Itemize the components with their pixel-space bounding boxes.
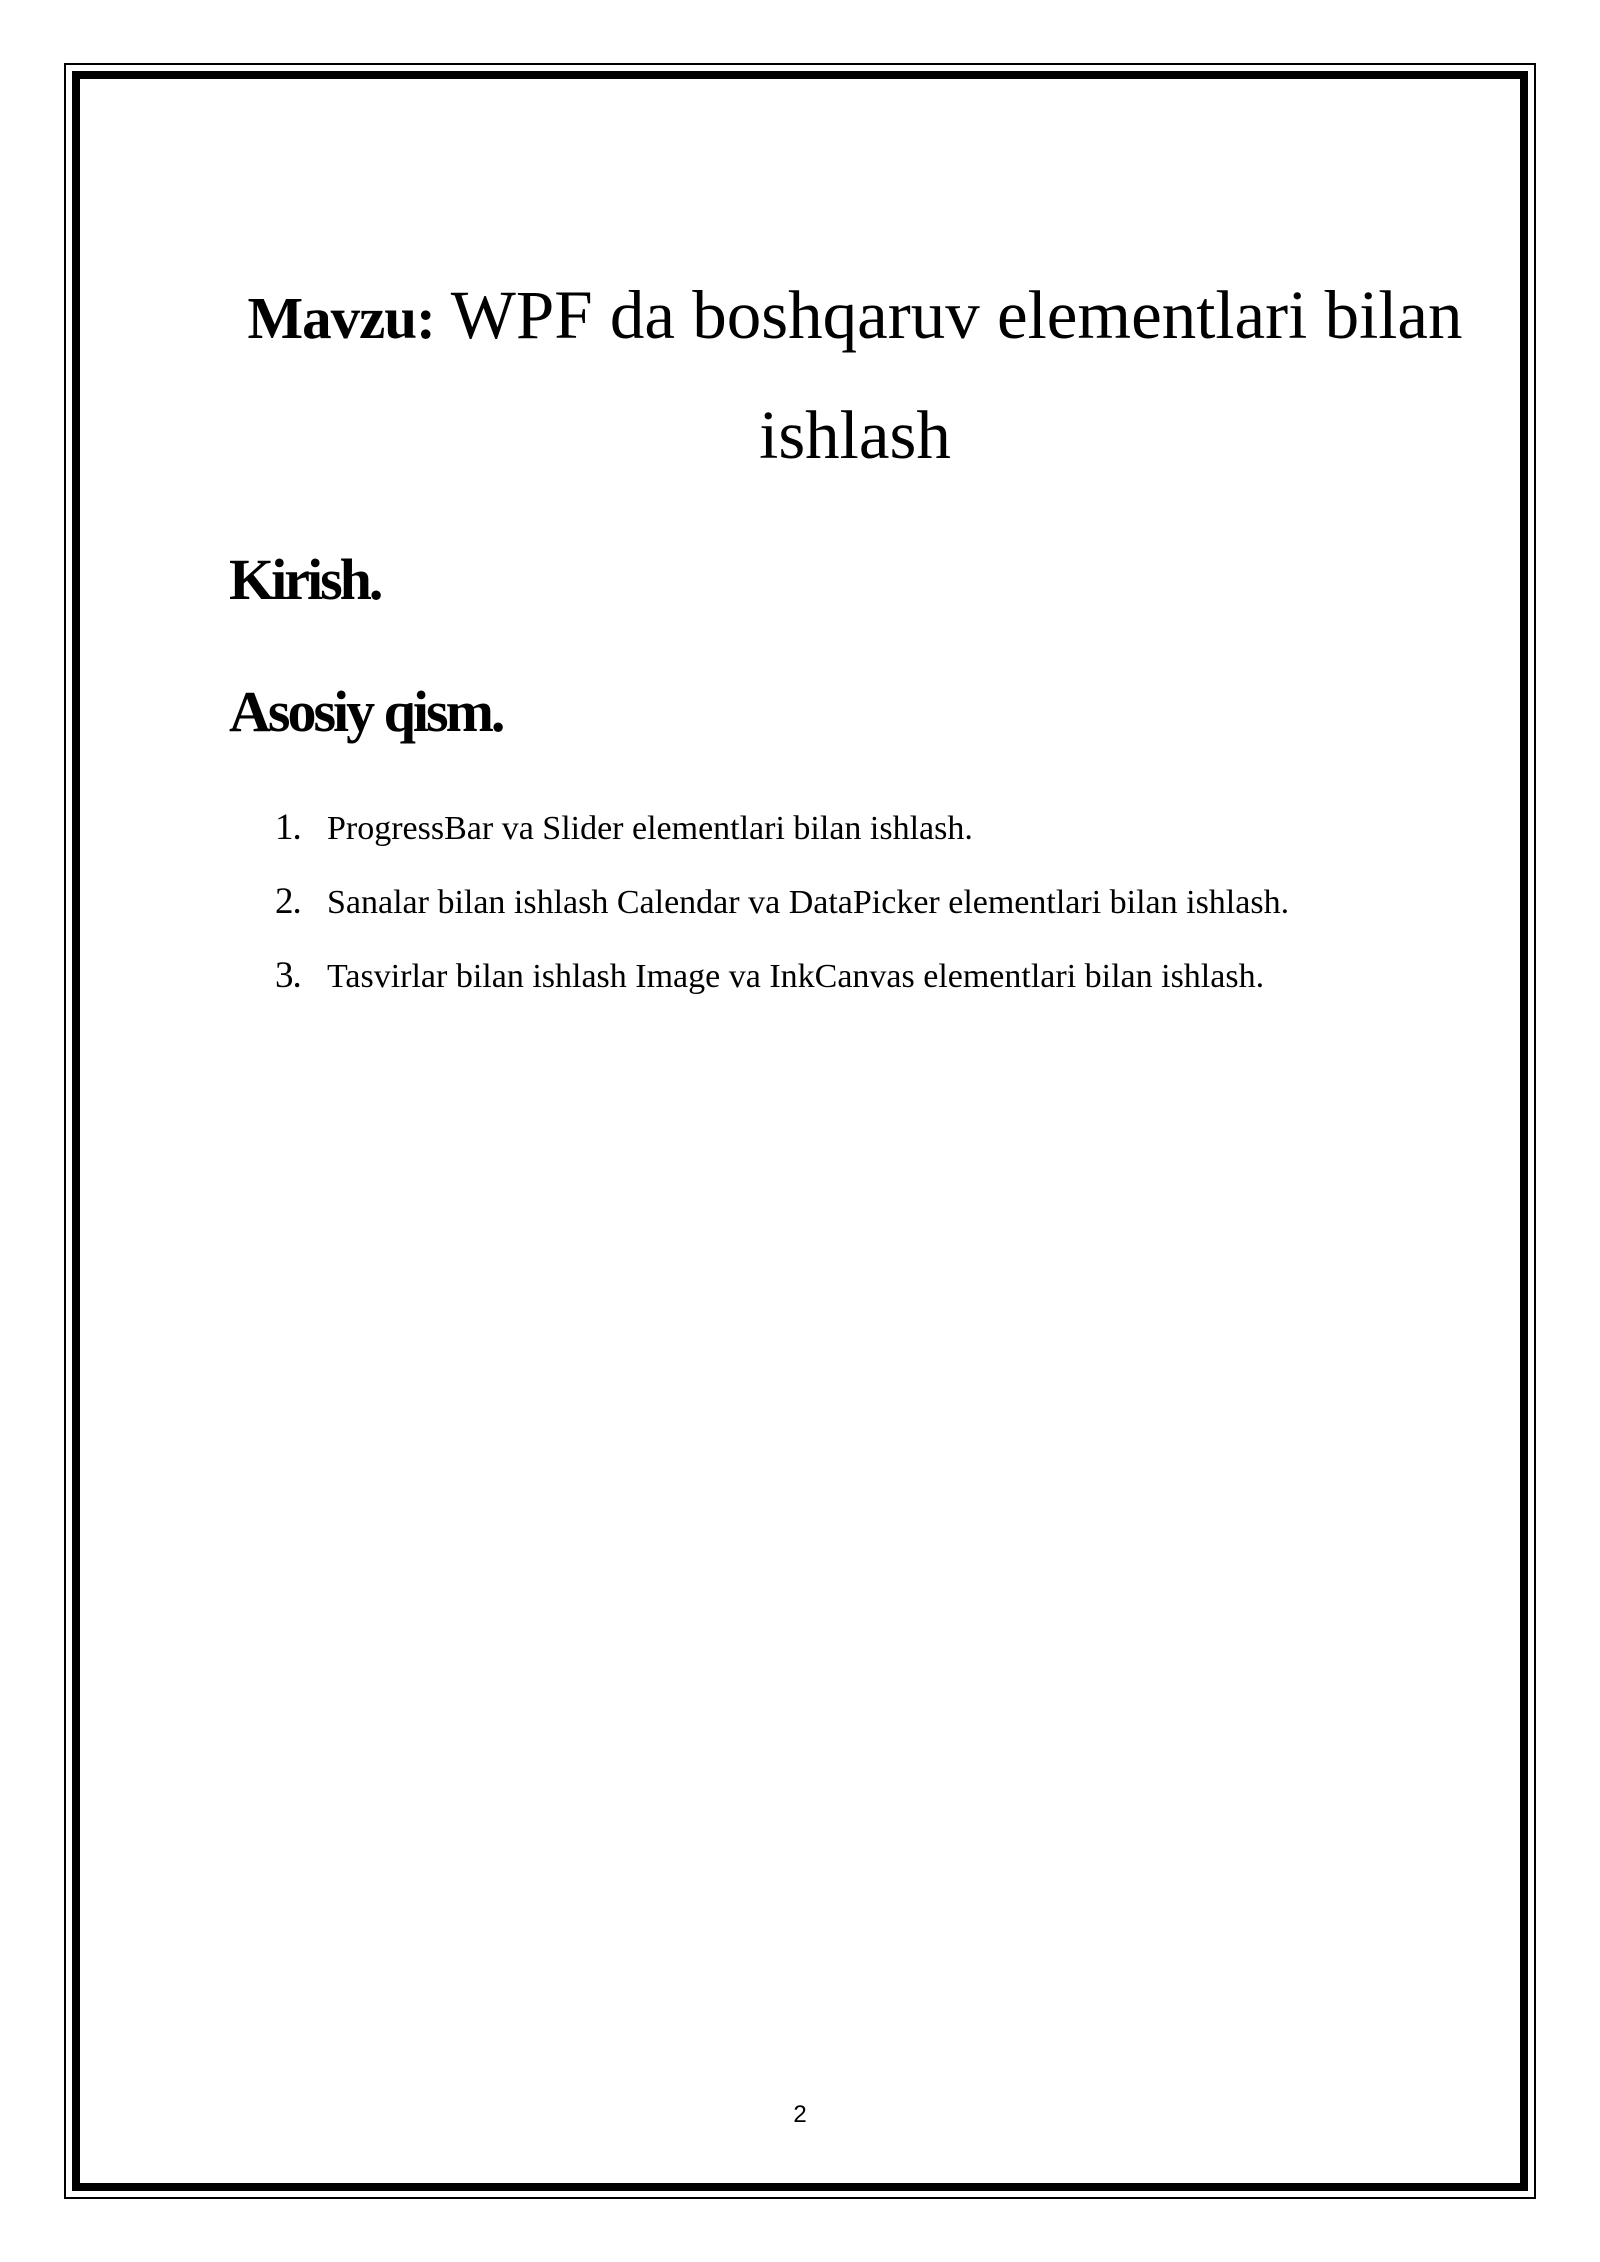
section-heading-asosiy: Asosiy qism. bbox=[229, 679, 503, 744]
page-number: 2 bbox=[793, 2101, 807, 2128]
list-item-text: Tasvirlar bilan ishlash Image va InkCanvas elementlari bilan ishlash. bbox=[327, 958, 1265, 995]
section-heading-kirish: Kirish. bbox=[229, 547, 381, 612]
list-item-number: 3. bbox=[275, 955, 301, 996]
list-item bbox=[275, 880, 1289, 925]
list-item-number: 1. bbox=[275, 807, 301, 848]
list-item bbox=[275, 806, 973, 851]
title-label: Mavzu: bbox=[247, 285, 435, 351]
document-title-line2 bbox=[200, 390, 1510, 480]
list-item-number: 2. bbox=[275, 881, 301, 922]
title-text-line1: WPF da boshqaruv elementlari bilan bbox=[450, 277, 1463, 353]
document-title bbox=[200, 270, 1510, 363]
list-item bbox=[275, 954, 1264, 999]
list-item-text: ProgressBar va Slider elementlari bilan ishlash. bbox=[327, 810, 973, 847]
list-item-text: Sanalar bilan ishlash Calendar va DataPicker elementlari bilan ishlash. bbox=[327, 884, 1290, 921]
title-text-line2: ishlash bbox=[759, 397, 951, 473]
page-border-inner bbox=[72, 71, 1528, 2191]
